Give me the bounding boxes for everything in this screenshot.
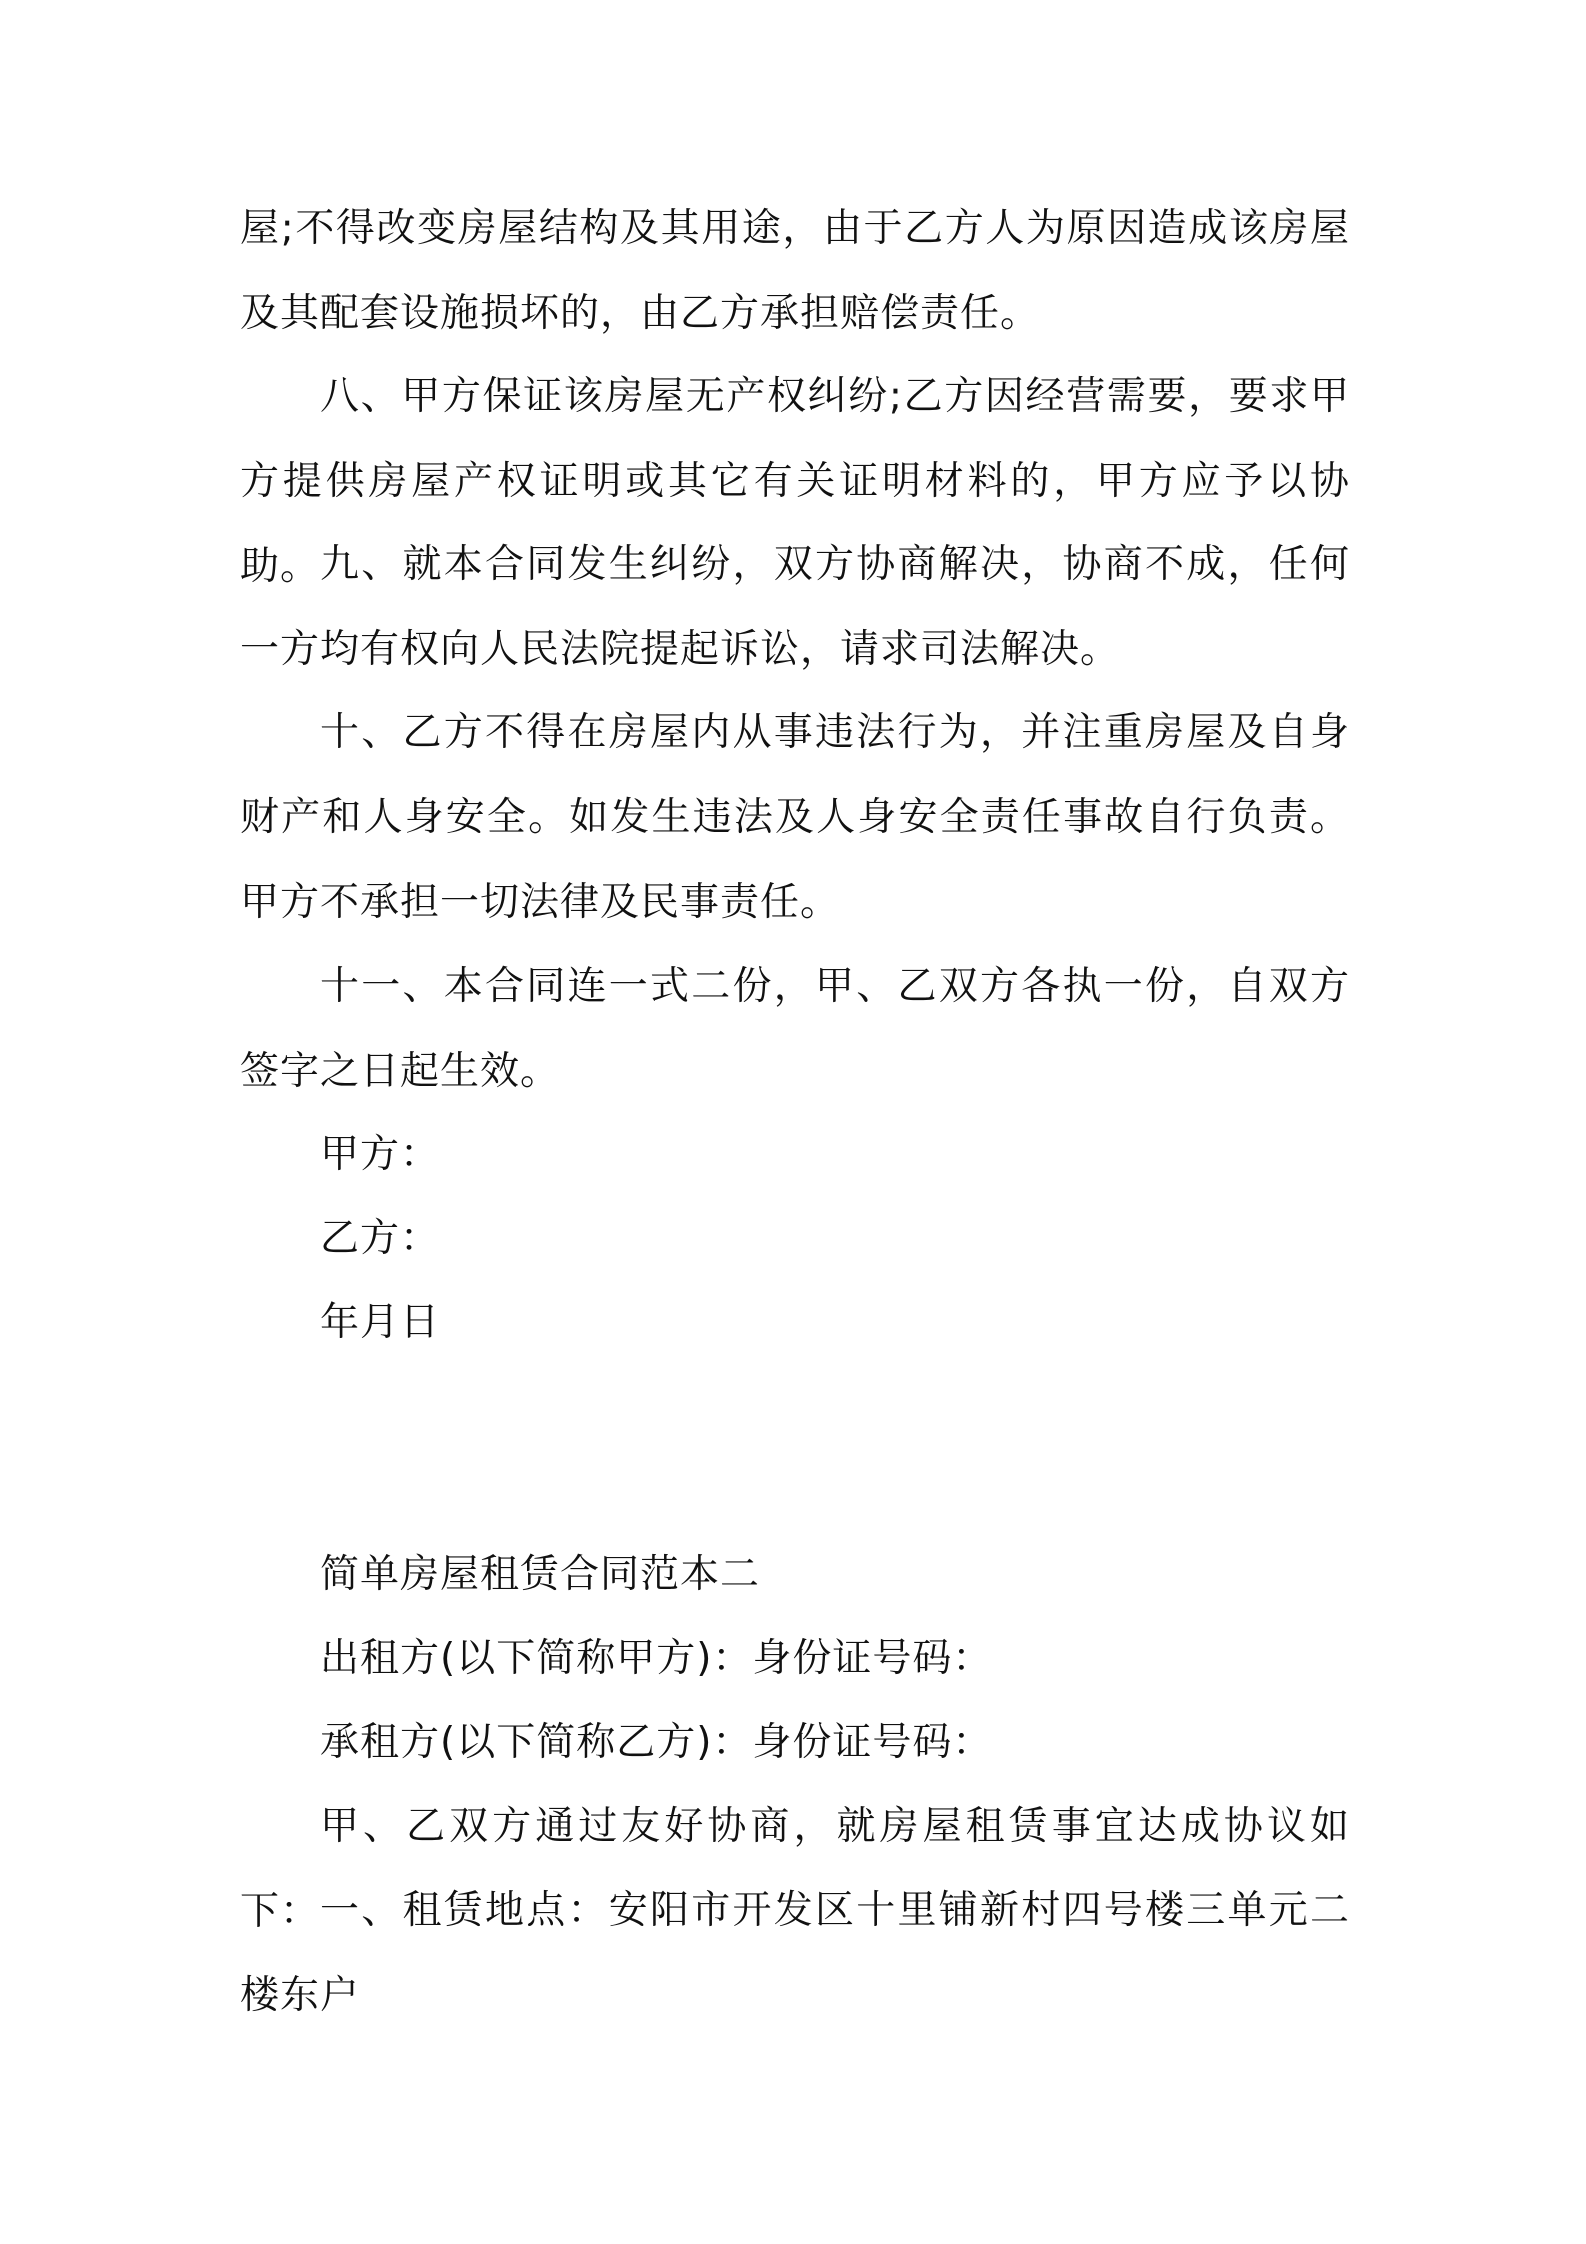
signature-party-b: 乙方： [320, 1216, 441, 1261]
paragraph-continuation-liability: 屋;不得改变房屋结构及其用途，由于乙方人为原因造成该房屋及其配套设施损坏的，由乙方承担赔偿责任。 [240, 206, 1350, 336]
section-title: 简单房屋租赁合同范本二 [320, 1552, 761, 1597]
signature-date: 年月日 [320, 1300, 441, 1345]
signature-party-a: 甲方： [320, 1132, 441, 1177]
paragraph-clause-10: 十、乙方不得在房屋内从事违法行为，并注重房屋及自身财产和人身安全。如发生违法及人身安全责任事故自行负责。甲方不承担一切法律及民事责任。 [240, 710, 1350, 925]
agreement-intro: 甲、乙双方通过友好协商，就房屋租赁事宜达成协议如下： [240, 1804, 1350, 1934]
paragraph-clause-8: 八、甲方保证该房屋无产权纠纷;乙方因经营需要，要求甲方提供房屋产权证明或其它有关证明材料的，甲方应予以协助。 [240, 374, 1350, 589]
paragraph-clause-9: 九、就本合同发生纠纷，双方协商解决，协商不成，任何一方均有权向人民法院提起诉讼，请求司法解决。 [240, 542, 1350, 672]
lessee-line: 承租方(以下简称乙方)：身份证号码： [320, 1720, 993, 1765]
lessor-line: 出租方(以下简称甲方)：身份证号码： [320, 1636, 993, 1681]
paragraph-clause-1-location: 一、租赁地点：安阳市开发区十里铺新村四号楼三单元二楼东户 [240, 1888, 1350, 2018]
paragraph-clause-11: 十一、本合同连一式二份，甲、乙双方各执一份，自双方签字之日起生效。 [240, 964, 1350, 1094]
